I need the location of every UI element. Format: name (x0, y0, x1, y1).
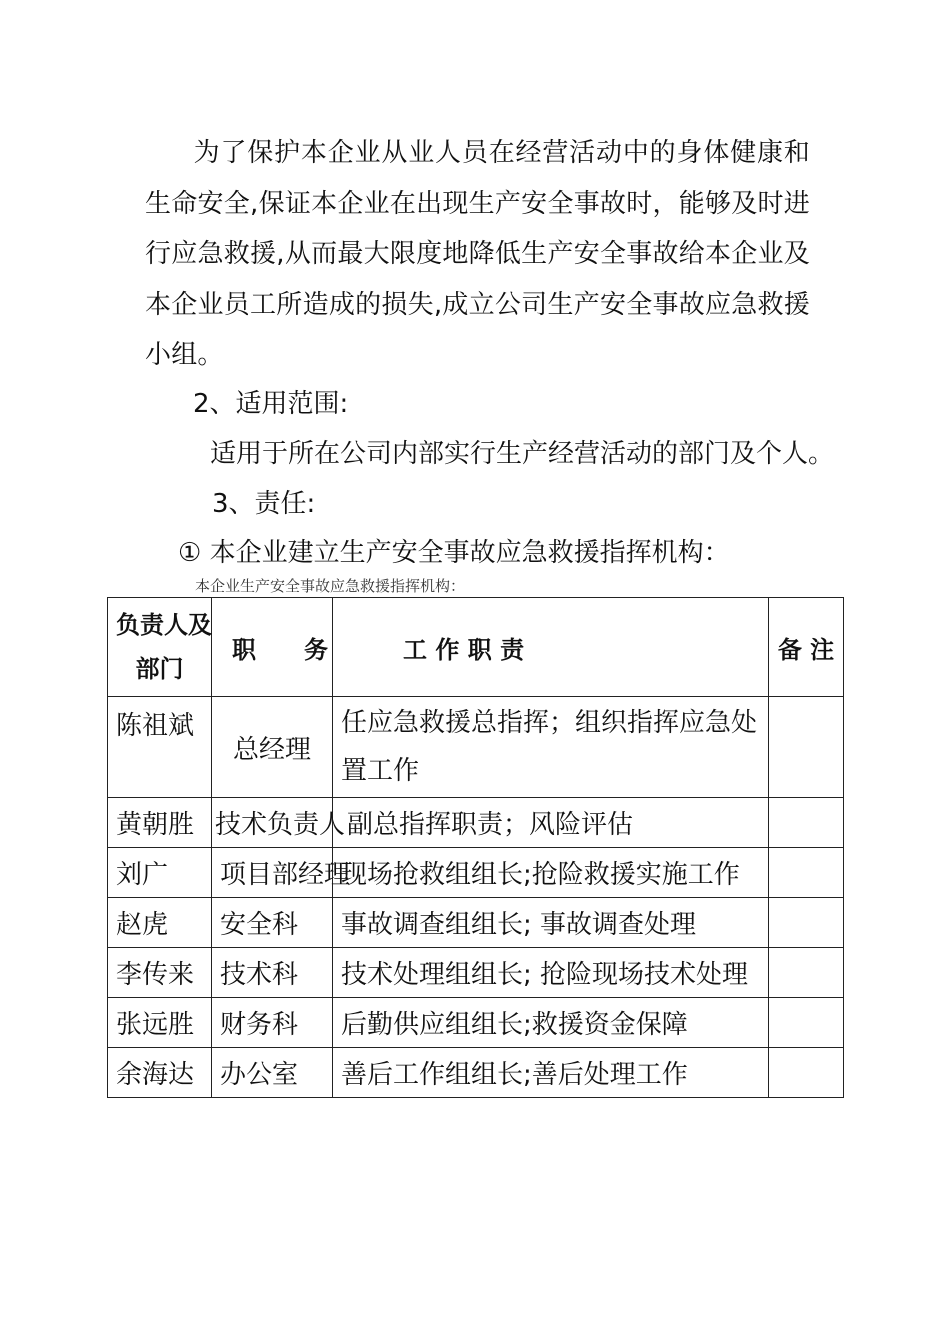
cell-name: 赵虎 (108, 898, 212, 948)
cell-position: 总经理 (212, 697, 333, 798)
cell-remark (769, 948, 844, 998)
header-duty: 工 作 职 责 (333, 598, 769, 697)
table-row (108, 798, 844, 848)
cell-name: 余海达 (108, 1048, 212, 1098)
cell-position: 技术负责人 (212, 798, 333, 848)
scope-text: 适用于所在公司内部实行生产经营活动的部门及个人。 (210, 439, 835, 469)
cell-remark (769, 898, 844, 948)
header-person (108, 598, 212, 697)
cell-remark (769, 798, 844, 848)
table-row (108, 697, 844, 798)
table-row (108, 998, 844, 1048)
table-row (108, 948, 844, 998)
cell-duty: 事故调查组组长; 事故调查处理 (333, 898, 769, 948)
intro-paragraph (145, 128, 810, 381)
header-person-line1: 负责人及 (116, 611, 212, 639)
cell-position: 项目部经理 (212, 848, 333, 898)
cell-duty: 现场抢救组组长;抢险救援实施工作 (333, 848, 769, 898)
cell-position: 办公室 (212, 1048, 333, 1098)
duty-item: ① 本企业建立生产安全事故应急救援指挥机构： (178, 538, 730, 568)
cell-position: 安全科 (212, 898, 333, 948)
emergency-command-table (107, 597, 844, 1098)
cell-remark (769, 998, 844, 1048)
duty-heading: 3、责任: (212, 489, 316, 519)
cell-name: 张远胜 (108, 998, 212, 1048)
cell-duty: 后勤供应组组长;救援资金保障 (333, 998, 769, 1048)
cell-name: 刘广 (108, 848, 212, 898)
table-row (108, 898, 844, 948)
cell-name: 陈祖斌 (108, 697, 212, 798)
cell-duty: 副总指挥职责；风险评估 (333, 798, 769, 848)
header-position: 职 务 (212, 598, 333, 697)
table-row (108, 1048, 844, 1098)
table-row (108, 848, 844, 898)
cell-position: 财务科 (212, 998, 333, 1048)
table-header-row (108, 598, 844, 697)
cell-duty: 技术处理组组长; 抢险现场技术处理 (333, 948, 769, 998)
cell-remark (769, 697, 844, 798)
header-remark: 备 注 (769, 598, 844, 697)
header-person-line2: 部门 (135, 655, 184, 683)
table-caption: 本企业生产安全事故应急救援指挥机构： (195, 577, 466, 595)
cell-name: 李传来 (108, 948, 212, 998)
cell-remark (769, 1048, 844, 1098)
cell-name: 黄朝胜 (108, 798, 212, 848)
cell-duty: 善后工作组组长;善后处理工作 (333, 1048, 769, 1098)
cell-duty: 任应急救援总指挥；组织指挥应急处置工作 (333, 697, 769, 798)
cell-position: 技术科 (212, 948, 333, 998)
cell-remark (769, 848, 844, 898)
intro-text: 为了保护本企业从业人员在经营活动中的身体健康和生命安全,保证本企业在出现生产安全事故时，能够及时进行应急救援,从而最大限度地降低生产安全事故给本企业及本企业员工所造成的损失,成立公司生产安全事故应急救援小组。 (145, 138, 810, 370)
scope-heading: 2、适用范围: (193, 389, 349, 419)
